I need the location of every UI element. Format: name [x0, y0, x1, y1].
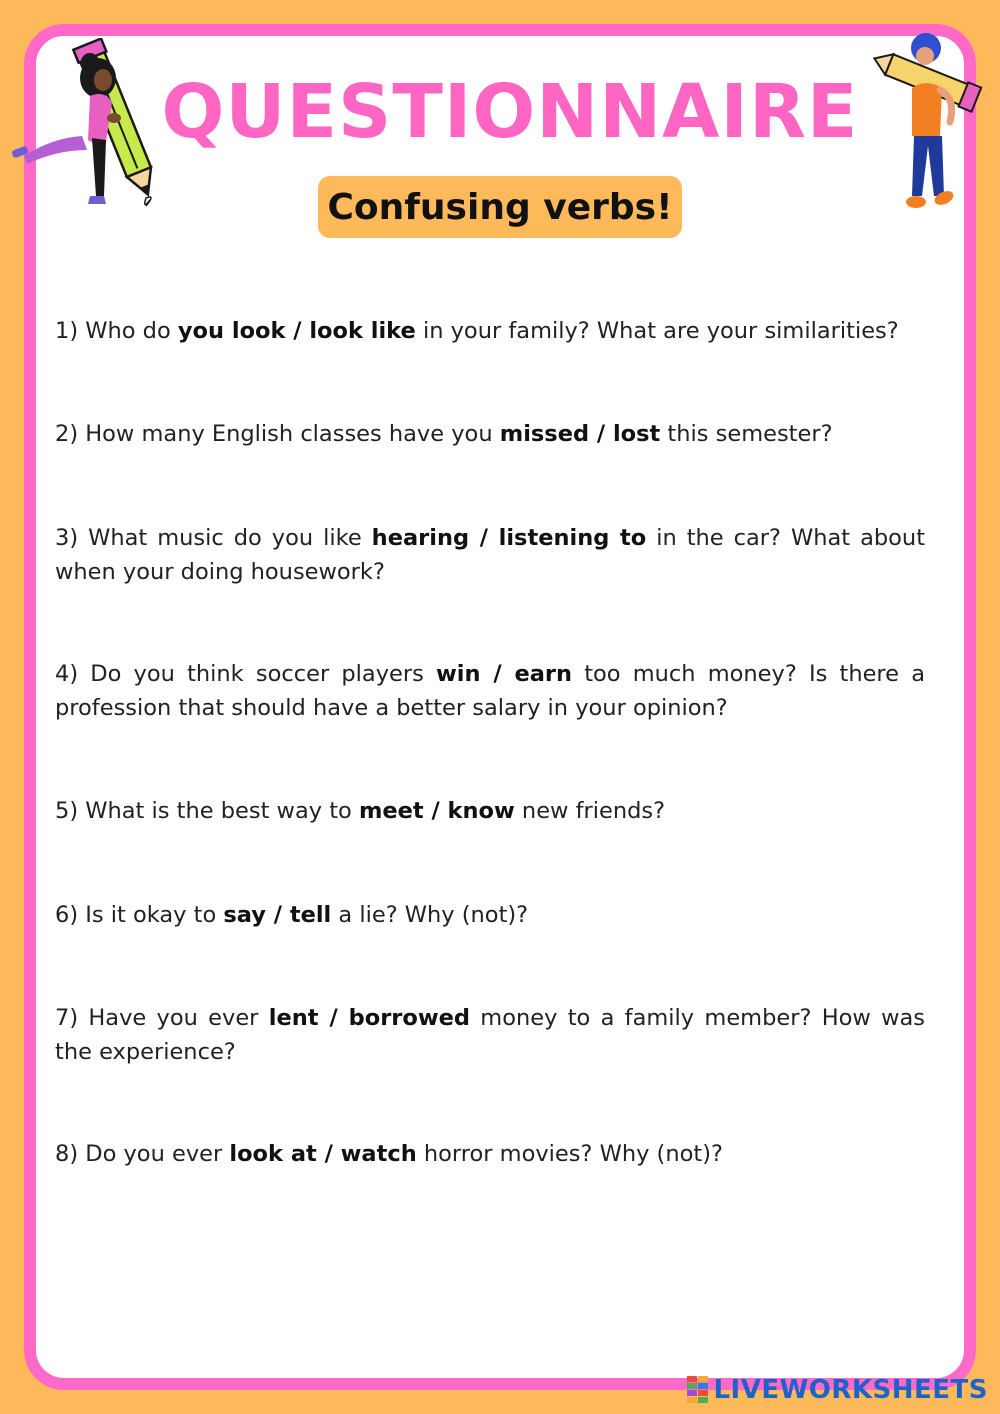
- question-2-text-end: this semester?: [660, 421, 833, 447]
- question-4-verb-choice: win / earn: [436, 661, 573, 687]
- question-6-text-end: a lie? Why (not)?: [331, 902, 529, 928]
- subtitle-text: Confusing verbs!: [327, 186, 673, 228]
- question-3-verb-choice: hearing / listening to: [371, 525, 647, 551]
- question-2: [55, 417, 925, 451]
- question-8-text-end: horror movies? Why (not)?: [416, 1141, 723, 1167]
- question-8: [55, 1137, 925, 1171]
- question-5-verb-choice: meet / know: [358, 798, 515, 824]
- page-title: QUESTIONNAIRE: [161, 69, 859, 155]
- liveworksheets-brand-text: LIVEWORKSHEETS: [713, 1375, 988, 1405]
- question-2-text-start: 2) How many English classes have you: [55, 421, 500, 447]
- question-4-text-end: too much money? Is there a profession that should have a better salary in your opinion?: [55, 661, 925, 721]
- question-7-verb-choice: lent / borrowed: [268, 1005, 471, 1031]
- question-1-verb-choice: you look / look like: [177, 318, 416, 344]
- question-6-verb-choice: say / tell: [223, 902, 332, 928]
- question-2-verb-choice: missed / lost: [499, 421, 661, 447]
- question-5-text-start: 5) What is the best way to: [55, 798, 359, 824]
- liveworksheets-logo-icon: [687, 1376, 709, 1404]
- question-7: [55, 1001, 925, 1069]
- man-carrying-pencil-illustration: [870, 30, 985, 220]
- subtitle-badge: [318, 176, 682, 238]
- liveworksheets-watermark: [687, 1374, 988, 1406]
- question-7-text-end: money to a family member? How was the experience?: [55, 1005, 925, 1065]
- woman-with-pencil-illustration: [10, 38, 165, 213]
- question-4-text-start: 4) Do you think soccer players: [55, 661, 437, 687]
- question-5: [55, 794, 925, 828]
- question-4: [55, 657, 925, 725]
- question-3-text-end: in the car? What about when your doing housework?: [55, 525, 926, 585]
- question-7-text-start: 7) Have you ever: [55, 1005, 269, 1031]
- question-6: [55, 898, 925, 932]
- question-5-text-end: new friends?: [514, 798, 666, 824]
- question-8-verb-choice: look at / watch: [229, 1141, 417, 1167]
- question-6-text-start: 6) Is it okay to: [55, 902, 224, 928]
- question-1-text-end: in your family? What are your similarities?: [415, 318, 899, 344]
- question-1: [55, 314, 925, 348]
- question-8-text-start: 8) Do you ever: [55, 1141, 230, 1167]
- question-1-text-start: 1) Who do: [55, 318, 178, 344]
- question-3-text-start: 3) What music do you like: [55, 525, 372, 551]
- question-3: [55, 521, 925, 589]
